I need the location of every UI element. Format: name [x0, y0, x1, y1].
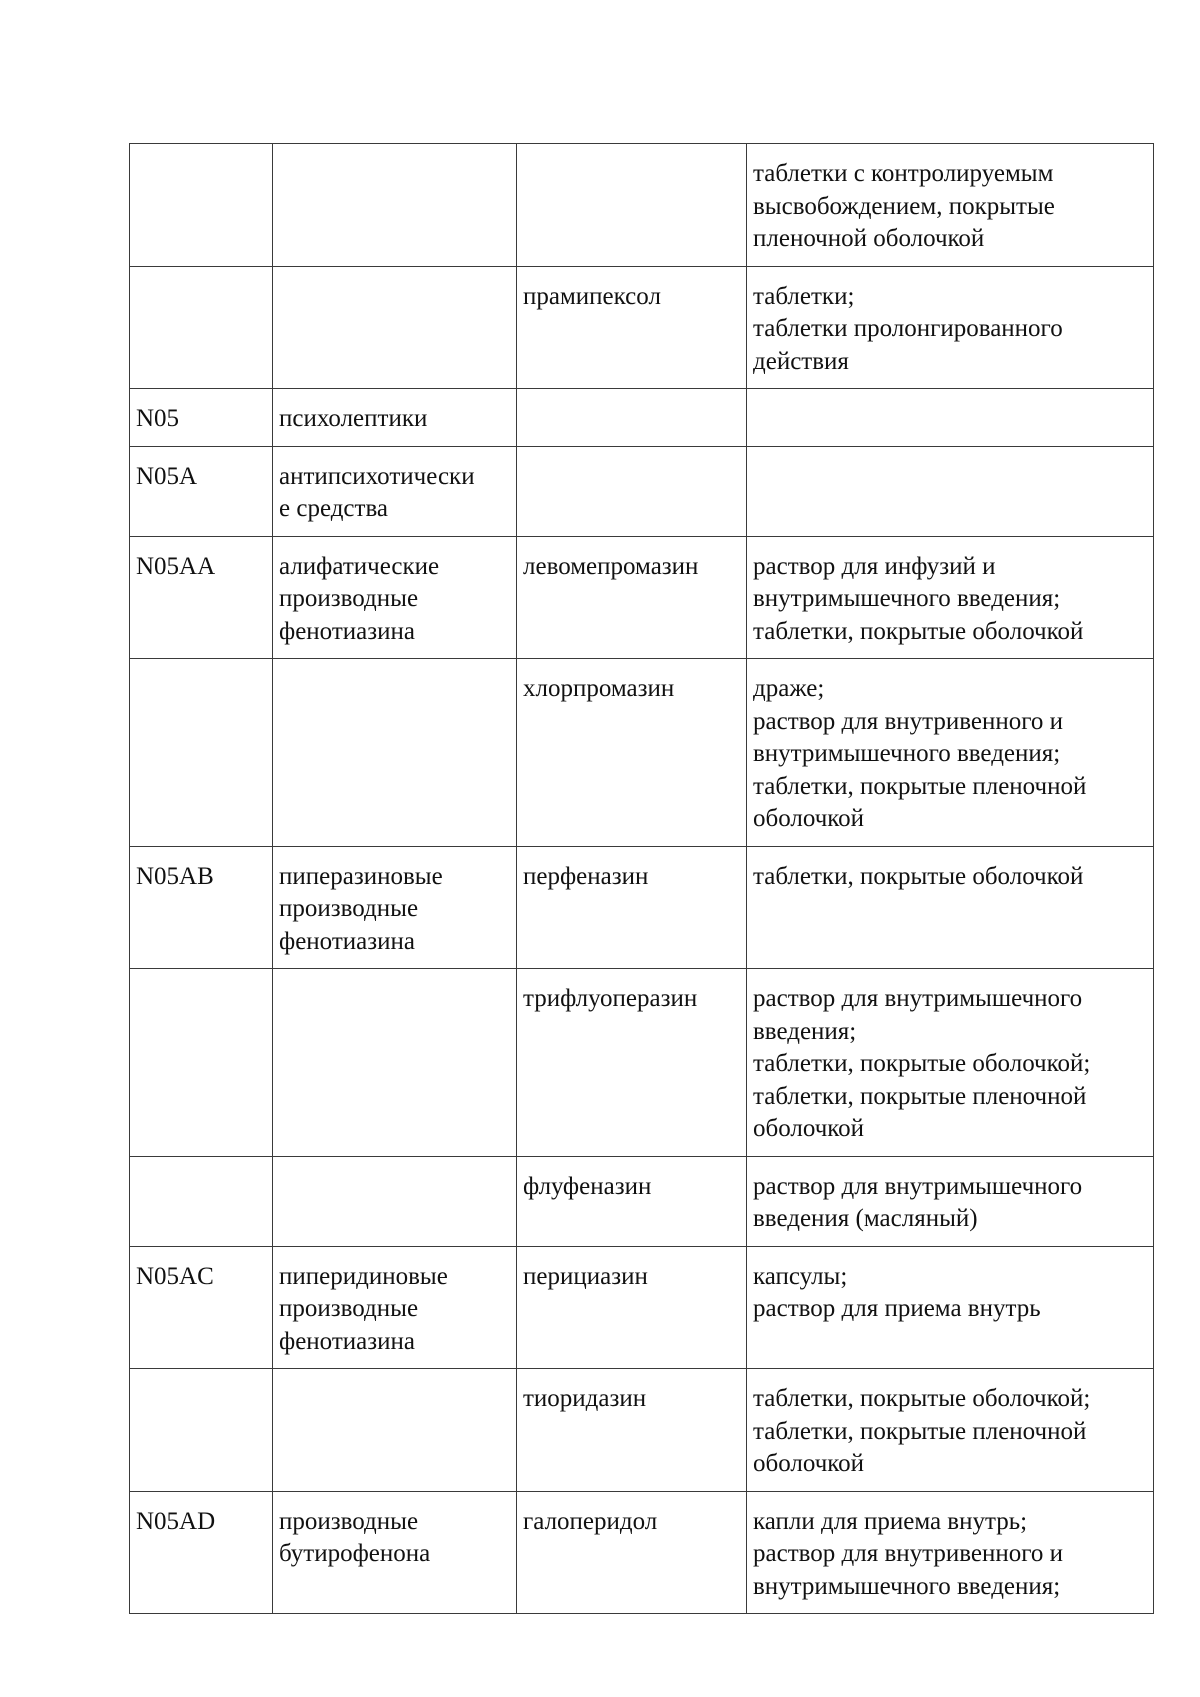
- anatomic-therapeutic-group-cell: [273, 266, 517, 389]
- group-line: фенотиазина: [279, 927, 415, 955]
- drug-name-line: трифлуоперазин: [523, 985, 698, 1012]
- table-body: [130, 144, 1154, 1614]
- table-row: [130, 1369, 1154, 1492]
- drug-classification-table: [129, 143, 1154, 1614]
- atc-code-cell: [130, 144, 273, 267]
- dosage-form-line: таблетки, покрытые пленочной: [753, 1417, 1087, 1445]
- drug-name-cell: [517, 1156, 747, 1246]
- group-line: пиперазиновые: [279, 862, 443, 890]
- drug-name-cell: [517, 266, 747, 389]
- drug-name-line: тиоридазин: [523, 1385, 647, 1412]
- table-row: [130, 969, 1154, 1157]
- dosage-form-line: раствор для приема внутрь: [753, 1295, 1041, 1322]
- anatomic-therapeutic-group-cell: [273, 446, 517, 536]
- dosage-form-line: таблетки, покрытые оболочкой;: [753, 1050, 1091, 1077]
- anatomic-therapeutic-group-cell: [273, 1491, 517, 1614]
- dosage-forms-cell: [747, 1369, 1154, 1492]
- drug-name-cell: [517, 389, 747, 447]
- dosage-form-line: внутримышечного введения;: [753, 740, 1061, 767]
- dosage-form-line: капсулы;: [753, 1262, 848, 1290]
- atc-code-cell: [130, 536, 273, 659]
- group-line: производные: [279, 1507, 419, 1535]
- atc-code: N05AB: [136, 862, 214, 890]
- dosage-forms-cell: [747, 846, 1154, 969]
- dosage-form-line: введения (масляный): [753, 1205, 978, 1232]
- anatomic-therapeutic-group-cell: [273, 1369, 517, 1492]
- anatomic-therapeutic-group-cell: [273, 1156, 517, 1246]
- dosage-forms-cell: [747, 536, 1154, 659]
- atc-code: N05AC: [136, 1262, 214, 1290]
- dosage-forms-cell: [747, 389, 1154, 447]
- atc-code-cell: [130, 1156, 273, 1246]
- table-row: [130, 536, 1154, 659]
- dosage-form-line: капли для приема внутрь;: [753, 1507, 1028, 1535]
- drug-name-line: перфеназин: [523, 862, 649, 890]
- drug-name-cell: [517, 969, 747, 1157]
- dosage-form-line: таблетки, покрытые оболочкой: [753, 617, 1084, 645]
- dosage-form-line: таблетки, покрытые оболочкой;: [753, 1385, 1091, 1412]
- anatomic-therapeutic-group-cell: [273, 1246, 517, 1369]
- dosage-form-line: таблетки пролонгированного: [753, 315, 1063, 342]
- atc-code-cell: [130, 389, 273, 447]
- dosage-form-line: раствор для внутривенного и: [753, 707, 1064, 735]
- atc-code: N05: [136, 405, 180, 432]
- group-line: производные: [279, 585, 419, 612]
- atc-code-cell: [130, 1491, 273, 1614]
- group-line: производные: [279, 1295, 419, 1322]
- dosage-form-line: пленочной оболочкой: [753, 225, 985, 252]
- drug-name-line: галоперидол: [523, 1507, 658, 1535]
- dosage-form-line: таблетки, покрытые пленочной: [753, 772, 1087, 800]
- anatomic-therapeutic-group-cell: [273, 144, 517, 267]
- atc-code-cell: [130, 1369, 273, 1492]
- table-row: [130, 144, 1154, 267]
- group-line: фенотиазина: [279, 617, 415, 645]
- atc-code: N05A: [136, 462, 198, 490]
- atc-code-cell: [130, 969, 273, 1157]
- dosage-form-line: оболочкой: [753, 1450, 865, 1477]
- dosage-form-line: драже;: [753, 675, 825, 702]
- table-row: [130, 659, 1154, 847]
- group-line: психолептики: [279, 405, 428, 432]
- drug-name-cell: [517, 846, 747, 969]
- anatomic-therapeutic-group-cell: [273, 389, 517, 447]
- dosage-form-line: раствор для внутримышечного: [753, 985, 1083, 1012]
- drug-name-line: флуфеназин: [523, 1172, 652, 1200]
- dosage-form-line: действия: [753, 347, 849, 375]
- dosage-forms-cell: [747, 969, 1154, 1157]
- table-row: [130, 389, 1154, 447]
- drug-name-line: хлорпромазин: [523, 675, 675, 702]
- group-line: алифатические: [279, 552, 440, 580]
- drug-name-cell: [517, 446, 747, 536]
- table-row: [130, 1246, 1154, 1369]
- anatomic-therapeutic-group-cell: [273, 659, 517, 847]
- atc-code: N05AD: [136, 1507, 216, 1535]
- anatomic-therapeutic-group-cell: [273, 969, 517, 1157]
- drug-name-line: прамипексол: [523, 282, 661, 310]
- table-row: [130, 1491, 1154, 1614]
- dosage-form-line: раствор для внутримышечного: [753, 1172, 1083, 1200]
- atc-code-cell: [130, 659, 273, 847]
- dosage-form-line: внутримышечного введения;: [753, 1572, 1061, 1600]
- dosage-form-line: таблетки, покрытые пленочной: [753, 1082, 1087, 1110]
- group-line: фенотиазина: [279, 1327, 415, 1355]
- drug-name-cell: [517, 659, 747, 847]
- table-row: [130, 846, 1154, 969]
- dosage-form-line: таблетки;: [753, 282, 855, 310]
- group-line: пиперидиновые: [279, 1262, 448, 1290]
- group-line: е средства: [279, 495, 389, 522]
- dosage-form-line: раствор для внутривенного и: [753, 1540, 1064, 1567]
- drug-name-line: левомепромазин: [523, 552, 699, 580]
- atc-code-cell: [130, 1246, 273, 1369]
- atc-code-cell: [130, 266, 273, 389]
- drug-name-line: перициазин: [523, 1262, 648, 1290]
- dosage-forms-cell: [747, 1156, 1154, 1246]
- dosage-forms-cell: [747, 266, 1154, 389]
- dosage-forms-cell: [747, 1491, 1154, 1614]
- drug-name-cell: [517, 1369, 747, 1492]
- drug-name-cell: [517, 1491, 747, 1614]
- group-line: производные: [279, 895, 419, 922]
- dosage-form-line: внутримышечного введения;: [753, 585, 1061, 612]
- anatomic-therapeutic-group-cell: [273, 536, 517, 659]
- dosage-form-line: таблетки с контролируемым: [753, 160, 1054, 187]
- dosage-form-line: оболочкой: [753, 805, 865, 832]
- atc-code: N05AA: [136, 552, 216, 580]
- dosage-forms-cell: [747, 1246, 1154, 1369]
- table-row: [130, 446, 1154, 536]
- dosage-forms-cell: [747, 659, 1154, 847]
- dosage-form-line: раствор для инфузий и: [753, 552, 996, 580]
- atc-code-cell: [130, 446, 273, 536]
- table-row: [130, 266, 1154, 389]
- dosage-form-line: таблетки, покрытые оболочкой: [753, 862, 1084, 890]
- drug-name-cell: [517, 536, 747, 659]
- anatomic-therapeutic-group-cell: [273, 846, 517, 969]
- dosage-form-line: высвобождением, покрытые: [753, 192, 1055, 220]
- atc-code-cell: [130, 846, 273, 969]
- group-line: антипсихотически: [279, 462, 475, 490]
- table-row: [130, 1156, 1154, 1246]
- group-line: бутирофенона: [279, 1540, 431, 1567]
- dosage-forms-cell: [747, 446, 1154, 536]
- dosage-form-line: введения;: [753, 1017, 857, 1045]
- dosage-forms-cell: [747, 144, 1154, 267]
- drug-name-cell: [517, 144, 747, 267]
- dosage-form-line: оболочкой: [753, 1115, 865, 1142]
- drug-name-cell: [517, 1246, 747, 1369]
